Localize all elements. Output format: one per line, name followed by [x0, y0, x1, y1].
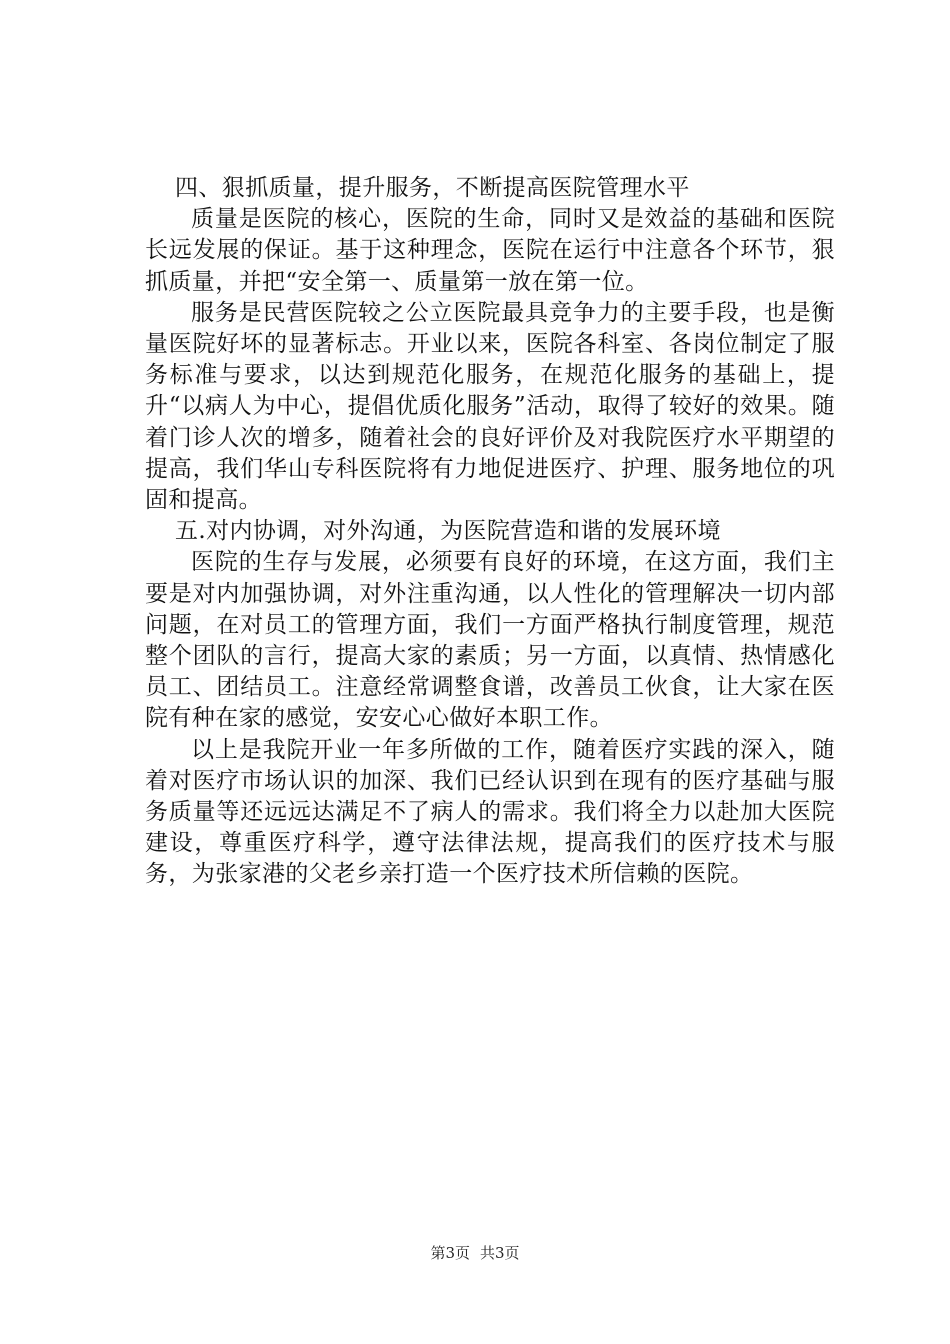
section-heading-5: 五.对内协调，对外沟通，为医院营造和谐的发展环境	[175, 518, 721, 545]
document-body	[145, 173, 835, 891]
paragraph-service: 服务是民营医院较之公立医院最具竞争力的主要手段，也是衡量医院好坏的显著标志。开业以来，医院各科室、各岗位制定了服务标准与要求，以达到规范化服务，在规范化服务的基础上，提升“以病人为中心，提倡优质化服务”活动，取得了较好的效果。随着门诊人次的增多，随着社会的良好评价及对我院医疗水平期望的提高，我们华山专科医院将有力地促进医疗、护理、服务地位的巩固和提高。	[145, 299, 835, 514]
paragraph-summary: 以上是我院开业一年多所做的工作，随着医疗实践的深入，随着对医疗市场认识的加深、我们已经认识到在现有的医疗基础与服务质量等还远远达满足不了病人的需求。我们将全力以赴加大医院建设，尊重医疗科学，遵守法律法规，提高我们的医疗技术与服务，为张家港的父老乡亲打造一个医疗技术所信赖的医院。	[145, 736, 835, 888]
paragraph-quality: 质量是医院的核心，医院的生命，同时又是效益的基础和医院长远发展的保证。基于这种理念，医院在运行中注意各个环节，狠抓质量，并把“安全第一、质量第一放在第一位。	[145, 206, 835, 295]
page-number-current: 第3页	[430, 1244, 470, 1262]
section-heading-4: 四、狠抓质量，提升服务，不断提高医院管理水平	[175, 175, 690, 201]
page-number-total: 共3页	[480, 1244, 520, 1262]
paragraph-environment: 医院的生存与发展，必须要有良好的环境，在这方面，我们主要是对内加强协调，对外注重沟通，以人性化的管理解决一切内部问题，在对员工的管理方面，我们一方面严格执行制度管理，规范整个团队的言行，提高大家的素质；另一方面，以真情、热情感化员工、团结员工。注意经常调整食谱，改善员工伙食，让大家在医院有种在家的感觉，安安心心做好本职工作。	[145, 549, 835, 732]
page-footer	[0, 1243, 950, 1263]
